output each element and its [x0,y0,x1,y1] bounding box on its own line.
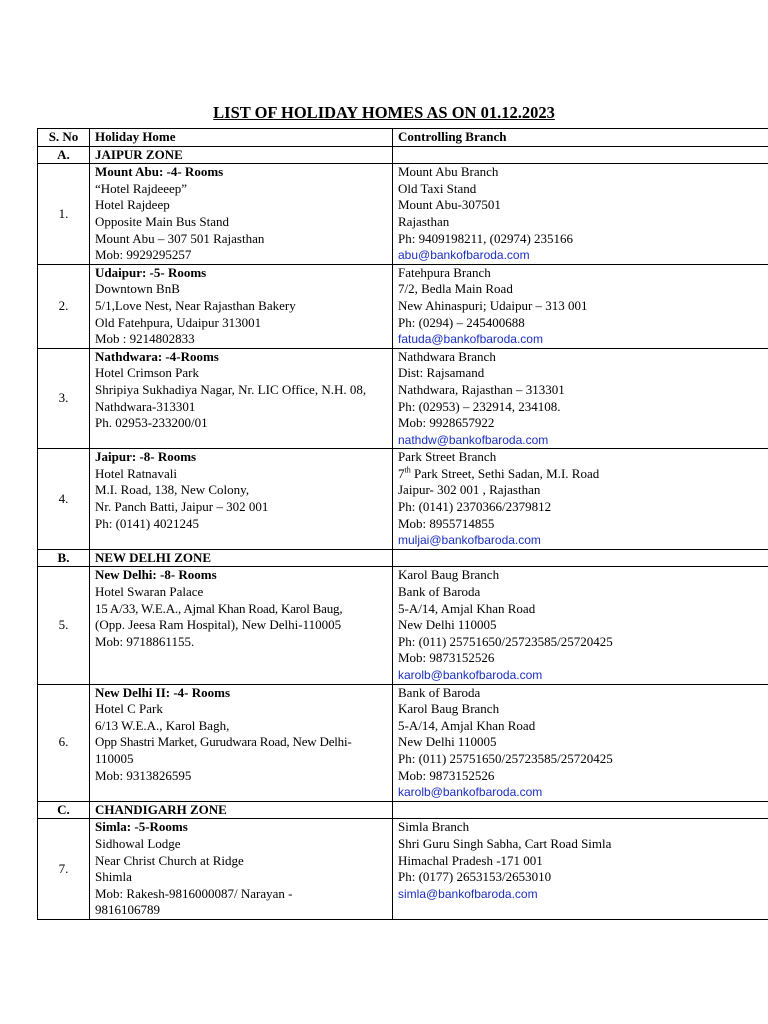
branch-line: Karol Baug Branch [398,701,500,717]
zone-row-new-delhi [38,549,768,567]
branch-line: Mount Abu Branch [398,164,499,180]
home-line: 5/1,Love Nest, Near Rajasthan Bakery [95,297,296,313]
branch-cell [393,684,768,801]
branch-email-link[interactable]: abu@bankofbaroda.com [398,248,530,263]
branch-line: Mob: 9873152526 [398,767,495,783]
home-line: Sidhowal Lodge [95,835,181,851]
home-line: Hotel Rajdeep [95,197,170,213]
home-line: “Hotel Rajdeeep” [95,180,188,196]
branch-email-link[interactable]: karolb@bankofbaroda.com [398,668,543,682]
row-sno: 3. [38,348,90,449]
home-line: Hotel Ratnavali [95,465,177,481]
zone-empty [393,549,768,567]
row-sno: 5. [38,567,90,684]
table-row [38,567,768,684]
zone-empty [393,146,768,164]
branch-line: Park Street Branch [398,449,497,465]
home-line: Mob : 9214802833 [95,331,195,347]
table-header-row [38,129,768,147]
branch-line: 7/2, Bedla Main Road [398,281,513,297]
branch-cell [393,164,768,265]
home-line: Shripiya Sukhadiya Nagar, Nr. LIC Office, N.H. 08, [95,381,367,397]
home-line: Hotel C Park [95,701,163,717]
home-line: Old Fatehpura, Udaipur 313001 [95,314,262,330]
home-title: New Delhi: -8- Rooms [95,567,217,583]
home-title: New Delhi II: -4- Rooms [95,684,231,700]
home-line: Ph: (0141) 4021245 [95,515,199,531]
header-sno: S. No [38,129,90,147]
home-line: (Opp. Jeesa Ram Hospital), New Delhi-110005 [95,617,342,633]
home-line: 110005 [95,750,134,766]
branch-line: Ph: (011) 25751650/25723585/25720425 [398,750,613,766]
branch-line: Mob: 8955714855 [398,515,495,531]
header-holiday-home: Holiday Home [90,129,393,147]
street-rest: Park Street, Sethi Sadan, M.I. Road [410,465,600,481]
branch-cell [393,348,768,449]
home-line: M.I. Road, 138, New Colony, [95,482,250,498]
branch-line: New Ahinaspuri; Udaipur – 313 001 [398,297,588,313]
home-line: Nr. Panch Batti, Jaipur – 302 001 [95,499,269,515]
branch-email-link[interactable]: fatuda@bankofbaroda.com [398,332,543,347]
branch-line: Bank of Baroda [398,584,481,600]
zone-name: CHANDIGARH ZONE [90,801,393,819]
home-title: Jaipur: -8- Rooms [95,449,197,465]
branch-line: Nathdwara Branch [398,348,496,364]
holiday-home-cell [90,348,393,449]
zone-code: B. [38,549,90,567]
home-title: Nathdwara: -4-Rooms [95,348,219,364]
mob-dash: - [288,885,293,901]
branch-line: New Delhi 110005 [398,617,497,633]
holiday-home-cell [90,567,393,684]
mob-contact-2: Narayan [240,885,285,901]
table-row [38,819,768,920]
home-line: Nathdwara-313301 [95,398,196,414]
branch-line: Nathdwara, Rajasthan – 313301 [398,381,565,397]
zone-empty [393,801,768,819]
home-line: Mob: 9718861155. [95,633,195,649]
zone-name: JAIPUR ZONE [90,146,393,164]
row-sno: 2. [38,264,90,348]
table-row [38,684,768,801]
home-mob-line [95,886,387,903]
home-line: 15 A/33, W.E.A., Ajmal Khan Road, Karol Baug, [95,600,343,616]
zone-row-chandigarh [38,801,768,819]
branch-line: Ph: (0177) 2653153/2653010 [398,869,552,885]
table-row [38,348,768,449]
branch-line: Shri Guru Singh Sabha, Cart Road Simla [398,835,612,851]
home-line: Near Christ Church at Ridge [95,852,244,868]
branch-line [398,466,765,483]
home-line: Shimla [95,869,132,885]
row-sno: 6. [38,684,90,801]
branch-cell [393,567,768,684]
home-line: Mob: 9929295257 [95,247,192,263]
holiday-home-cell [90,449,393,550]
zone-code: A. [38,146,90,164]
home-title: Simla: -5-Rooms [95,819,188,835]
row-sno: 1. [38,164,90,265]
home-line: Hotel Swaran Palace [95,584,204,600]
table-row [38,264,768,348]
branch-line: Mount Abu-307501 [398,197,501,213]
branch-line: Himachal Pradesh -171 001 [398,852,543,868]
branch-email-link[interactable]: simla@bankofbaroda.com [398,886,538,901]
row-sno: 4. [38,449,90,550]
mob-contact-1: Rakesh-9816000087/ [126,885,238,901]
branch-line: Fatehpura Branch [398,264,491,280]
home-line: Downtown BnB [95,281,180,297]
branch-email-link[interactable]: karolb@bankofbaroda.com [398,785,543,800]
home-title: Udaipur: -5- Rooms [95,264,207,280]
branch-line: Ph: 9409198211, (02974) 235166 [398,230,574,246]
holiday-home-cell [90,264,393,348]
home-line: Mount Abu – 307 501 Rajasthan [95,230,265,246]
home-title: Mount Abu: -4- Rooms [95,164,224,180]
holiday-homes-table [37,128,768,920]
holiday-home-cell [90,164,393,265]
mob-label: Mob: [95,885,124,901]
table-row [38,164,768,265]
home-line: 6/13 W.E.A., Karol Bagh, [95,717,230,733]
home-line: Ph. 02953-233200/01 [95,415,208,431]
holiday-home-cell [90,684,393,801]
branch-line: Ph: (0141) 2370366/2379812 [398,499,552,515]
holiday-home-cell [90,819,393,920]
branch-line: Rajasthan [398,213,450,229]
branch-line: New Delhi 110005 [398,734,497,750]
zone-code: C. [38,801,90,819]
branch-cell [393,819,768,920]
branch-email-link[interactable]: muljai@bankofbaroda.com [398,533,541,548]
home-line: Opposite Main Bus Stand [95,213,229,229]
table-row [38,449,768,550]
branch-line: Bank of Baroda [398,684,481,700]
branch-cell [393,449,768,550]
branch-line: Old Taxi Stand [398,180,477,196]
branch-line: Ph: (02953) – 232914, 234108. [398,398,561,414]
zone-name: NEW DELHI ZONE [90,549,393,567]
ordinal-suffix: th [404,465,411,475]
row-sno: 7. [38,819,90,920]
page-title: LIST OF HOLIDAY HOMES AS ON 01.12.2023 [213,103,555,122]
header-controlling-branch: Controlling Branch [393,129,768,147]
zone-row-jaipur [38,146,768,164]
branch-line: Ph: (0294) – 245400688 [398,314,525,330]
branch-line: 5-A/14, Amjal Khan Road [398,600,536,616]
branch-line: Mob: 9873152526 [398,650,495,666]
home-line: 9816106789 [95,902,160,918]
branch-line: Dist: Rajsamand [398,365,485,381]
branch-line: 5-A/14, Amjal Khan Road [398,717,536,733]
branch-line: Mob: 9928657922 [398,415,495,431]
home-line: Opp Shastri Market, Gurudwara Road, New Delhi- [95,734,352,750]
home-line: Hotel Crimson Park [95,365,199,381]
branch-cell [393,264,768,348]
branch-line: Jaipur- 302 001 , Rajasthan [398,482,541,498]
home-line: Mob: 9313826595 [95,767,192,783]
branch-line: Karol Baug Branch [398,567,500,583]
street-number: 7 [398,465,405,481]
branch-line: Ph: (011) 25751650/25723585/25720425 [398,633,613,649]
branch-line: Simla Branch [398,819,470,835]
branch-email-link[interactable]: nathdw@bankofbaroda.com [398,432,549,447]
